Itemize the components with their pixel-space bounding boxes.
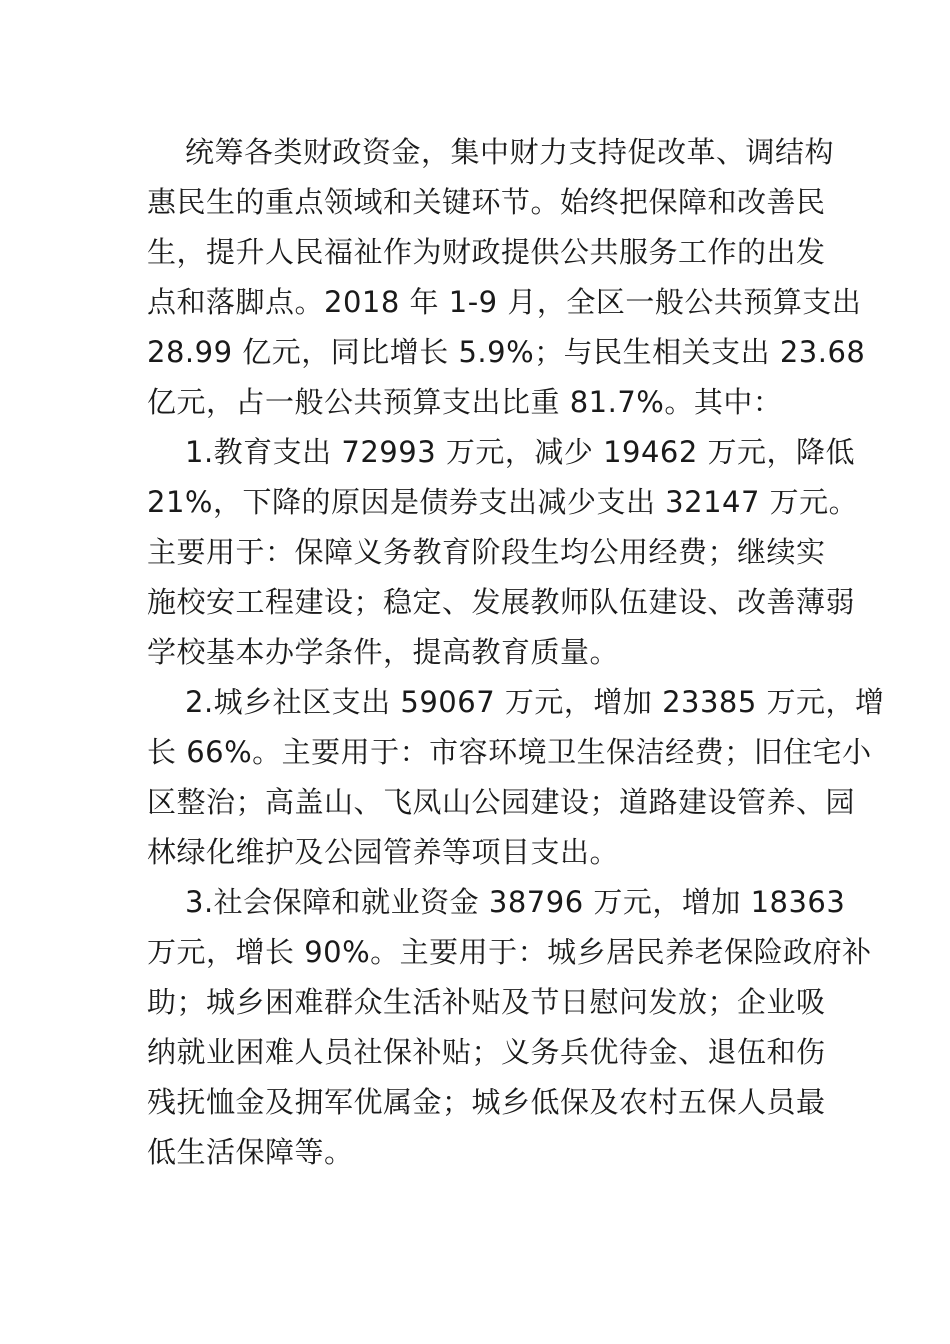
text-line: 21%，下降的原因是债券支出减少支出 32147 万元。 <box>147 485 859 519</box>
text-line: 1.教育支出 72993 万元，减少 19462 万元，降低 <box>185 435 856 469</box>
text-line: 2.城乡社区支出 59067 万元，增加 23385 万元，增 <box>185 685 885 719</box>
text-line: 学校基本办学条件，提高教育质量。 <box>147 635 620 669</box>
text-line: 点和落脚点。2018 年 1-9 月，全区一般公共预算支出 <box>147 285 862 319</box>
text-line: 纳就业困难人员社保补贴；义务兵优待金、退伍和伤 <box>147 1035 826 1069</box>
text-line: 主要用于：保障义务教育阶段生均公用经费；继续实 <box>147 535 826 569</box>
text-line: 低生活保障等。 <box>147 1135 354 1169</box>
paragraph-intro <box>147 127 866 427</box>
text-line: 3.社会保障和就业资金 38796 万元，增加 18363 <box>185 885 846 919</box>
text-line: 亿元，占一般公共预算支出比重 81.7%。其中： <box>147 385 783 419</box>
text-line: 长 66%。主要用于：市容环境卫生保洁经费；旧住宅小 <box>147 735 872 769</box>
text-line: 惠民生的重点领域和关键环节。始终把保障和改善民 <box>147 185 826 219</box>
text-line: 生，提升人民福祉作为财政提供公共服务工作的出发 <box>147 235 826 269</box>
paragraph-social-security <box>147 877 872 1177</box>
text-line: 万元，增长 90%。主要用于：城乡居民养老保险政府补 <box>147 935 872 969</box>
paragraph-education <box>147 427 859 677</box>
text-line: 区整治；高盖山、飞凤山公园建设；道路建设管养、园 <box>147 785 856 819</box>
text-line: 统筹各类财政资金，集中财力支持促改革、调结构 <box>185 135 835 169</box>
document-body <box>147 127 885 1177</box>
text-line: 28.99 亿元，同比增长 5.9%；与民生相关支出 23.68 <box>147 335 866 369</box>
text-line: 助；城乡困难群众生活补贴及节日慰问发放；企业吸 <box>147 985 826 1019</box>
text-line: 残抚恤金及拥军优属金；城乡低保及农村五保人员最 <box>147 1085 826 1119</box>
paragraph-community <box>147 677 885 877</box>
text-line: 施校安工程建设；稳定、发展教师队伍建设、改善薄弱 <box>147 585 856 619</box>
text-line: 林绿化维护及公园管养等项目支出。 <box>147 835 620 869</box>
